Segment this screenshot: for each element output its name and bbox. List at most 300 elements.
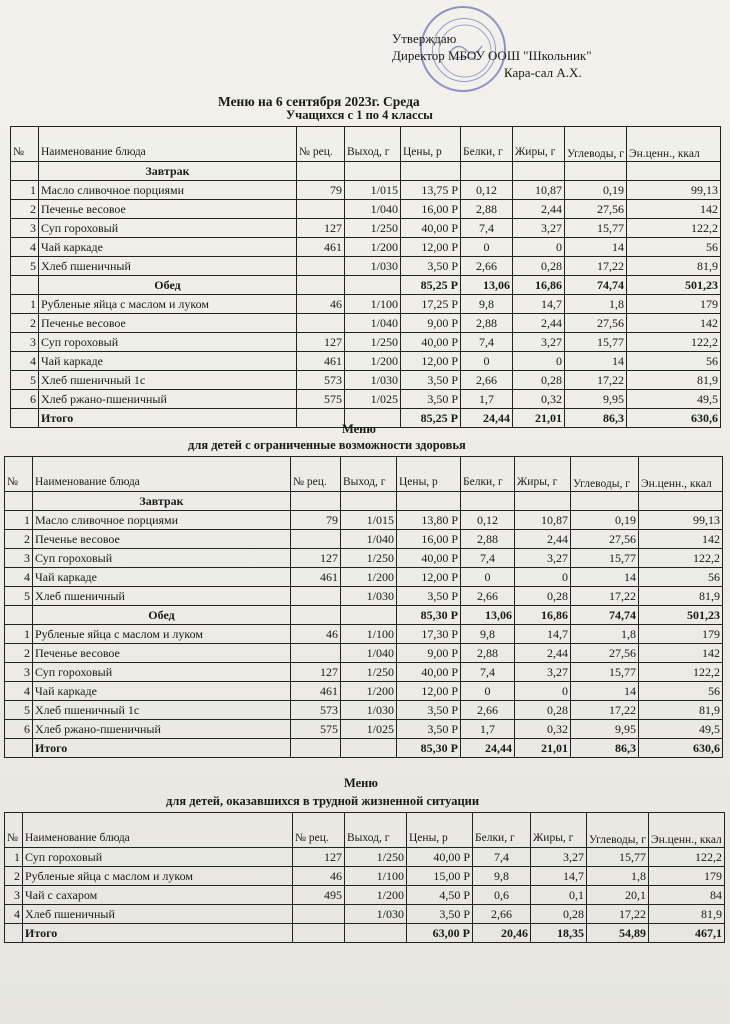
table-row	[11, 295, 721, 314]
cell-num: 4	[5, 682, 33, 701]
cell-prot: 0	[461, 352, 513, 371]
cell-prot: 1,7	[461, 720, 515, 739]
table-row	[5, 663, 723, 682]
total-row-kcal: 630,6	[639, 739, 723, 758]
cell-num: 2	[5, 530, 33, 549]
cell-num: 3	[5, 549, 33, 568]
cell-fat: 0,28	[513, 257, 565, 276]
total-row-prot: 24,44	[461, 739, 515, 758]
cell-out: 1/100	[345, 867, 407, 886]
total-row-empty	[293, 924, 345, 943]
cell-prot: 1,7	[461, 390, 513, 409]
cell-prot: 0,6	[473, 886, 531, 905]
approval-line-2: Директор МБОУ ООШ "Школьник"	[392, 48, 592, 63]
section-1-caption: Учащихся с 1 по 4 классы	[286, 108, 433, 122]
approval-signer: Кара-сал А.Х.	[504, 65, 582, 80]
cell-price: 17,30 Р	[397, 625, 461, 644]
cell-price: 40,00 Р	[397, 663, 461, 682]
total-row-price: 85,30 Р	[397, 739, 461, 758]
cell-prot: 0,12	[461, 181, 513, 200]
cell-num: 5	[11, 371, 39, 390]
cell-rec: 575	[291, 720, 341, 739]
cell-out: 1/250	[341, 663, 397, 682]
cell-carb: 9,95	[565, 390, 627, 409]
lunch-header-row-prot: 13,06	[461, 606, 515, 625]
cell-fat: 0,1	[531, 886, 587, 905]
total-row-prot: 24,44	[461, 409, 513, 428]
cell-name: Рубленые яйца с маслом и луком	[39, 295, 297, 314]
table-body	[5, 492, 723, 758]
breakfast-header-row-empty	[291, 492, 341, 511]
lunch-header-row-fat: 16,86	[513, 276, 565, 295]
cell-carb: 15,77	[565, 333, 627, 352]
cell-carb: 15,77	[587, 848, 649, 867]
cell-out: 1/015	[341, 511, 397, 530]
breakfast-header-row-empty	[341, 492, 397, 511]
cell-price: 16,00 Р	[397, 530, 461, 549]
cell-prot: 0,12	[461, 511, 515, 530]
total-row-empty	[345, 924, 407, 943]
cell-out: 1/030	[345, 371, 401, 390]
cell-kcal: 56	[627, 238, 721, 257]
table-row	[5, 511, 723, 530]
cell-name: Суп гороховый	[23, 848, 293, 867]
cell-num: 4	[11, 352, 39, 371]
breakfast-header-row-empty	[515, 492, 571, 511]
cell-kcal: 142	[639, 530, 723, 549]
table-row	[5, 886, 725, 905]
cell-kcal: 179	[639, 625, 723, 644]
col-name: Наименование блюда	[23, 813, 293, 848]
cell-carb: 14	[565, 352, 627, 371]
cell-rec: 495	[293, 886, 345, 905]
col-out: Выход, г	[345, 127, 401, 162]
cell-fat: 0,28	[515, 587, 571, 606]
cell-out: 1/040	[341, 644, 397, 663]
cell-carb: 14	[571, 568, 639, 587]
breakfast-header-row-num	[11, 162, 39, 181]
cell-name: Суп гороховый	[39, 219, 297, 238]
cell-carb: 0,19	[571, 511, 639, 530]
lunch-header-row-price: 85,30 Р	[397, 606, 461, 625]
cell-fat: 0	[515, 568, 571, 587]
lunch-header-row-kcal: 501,23	[627, 276, 721, 295]
cell-kcal: 81,9	[639, 701, 723, 720]
cell-fat: 10,87	[513, 181, 565, 200]
breakfast-header-row	[11, 162, 721, 181]
cell-price: 3,50 Р	[397, 587, 461, 606]
cell-rec: 573	[297, 371, 345, 390]
lunch-header-row-prot: 13,06	[461, 276, 513, 295]
menu-table-1	[10, 126, 721, 428]
table-row	[11, 314, 721, 333]
cell-name: Рубленые яйца с маслом и луком	[33, 625, 291, 644]
cell-kcal: 81,9	[627, 257, 721, 276]
cell-prot: 9,8	[461, 295, 513, 314]
cell-rec	[297, 257, 345, 276]
table-row	[5, 530, 723, 549]
cell-name: Суп гороховый	[39, 333, 297, 352]
cell-kcal: 99,13	[639, 511, 723, 530]
table-row	[5, 682, 723, 701]
cell-kcal: 49,5	[639, 720, 723, 739]
col-prot: Белки, г	[461, 457, 515, 492]
table-row	[11, 238, 721, 257]
cell-rec	[297, 314, 345, 333]
cell-kcal: 49,5	[627, 390, 721, 409]
cell-rec: 461	[291, 682, 341, 701]
total-row-num	[5, 739, 33, 758]
cell-kcal: 81,9	[639, 587, 723, 606]
total-row-prot: 20,46	[473, 924, 531, 943]
cell-prot: 2,88	[461, 644, 515, 663]
approval-line-1: Утверждаю	[392, 31, 457, 46]
cell-prot: 7,4	[461, 549, 515, 568]
cell-price: 4,50 Р	[407, 886, 473, 905]
cell-price: 40,00 Р	[407, 848, 473, 867]
cell-name: Чай каркаде	[39, 352, 297, 371]
col-num: №	[5, 813, 23, 848]
cell-num: 3	[11, 333, 39, 352]
col-rec: № рец.	[291, 457, 341, 492]
breakfast-header-row-empty	[627, 162, 721, 181]
cell-price: 40,00 Р	[401, 219, 461, 238]
col-prot: Белки, г	[461, 127, 513, 162]
table-row	[11, 219, 721, 238]
cell-name: Хлеб пшеничный	[39, 257, 297, 276]
cell-prot: 2,88	[461, 314, 513, 333]
col-num: №	[5, 457, 33, 492]
cell-carb: 20,1	[587, 886, 649, 905]
cell-out: 1/200	[345, 886, 407, 905]
cell-prot: 0	[461, 682, 515, 701]
cell-price: 16,00 Р	[401, 200, 461, 219]
cell-carb: 1,8	[571, 625, 639, 644]
cell-name: Печенье весовое	[39, 314, 297, 333]
cell-carb: 27,56	[571, 644, 639, 663]
cell-kcal: 179	[649, 867, 725, 886]
lunch-header-row-label: Обед	[39, 276, 297, 295]
cell-kcal: 56	[639, 568, 723, 587]
cell-carb: 9,95	[571, 720, 639, 739]
cell-fat: 2,44	[513, 314, 565, 333]
table-row	[5, 568, 723, 587]
col-prot: Белки, г	[473, 813, 531, 848]
cell-num: 6	[11, 390, 39, 409]
cell-rec: 461	[291, 568, 341, 587]
cell-prot: 9,8	[461, 625, 515, 644]
cell-carb: 15,77	[571, 549, 639, 568]
cell-rec: 127	[291, 663, 341, 682]
total-row-kcal: 630,6	[627, 409, 721, 428]
col-carb: Углеводы, г	[571, 457, 639, 492]
total-row-fat: 21,01	[515, 739, 571, 758]
cell-kcal: 122,2	[627, 219, 721, 238]
cell-fat: 0	[515, 682, 571, 701]
cell-name: Печенье весовое	[39, 200, 297, 219]
cell-num: 3	[5, 663, 33, 682]
cell-prot: 7,4	[461, 333, 513, 352]
table-row	[5, 848, 725, 867]
cell-prot: 0	[461, 568, 515, 587]
cell-price: 9,00 Р	[397, 644, 461, 663]
cell-num: 5	[11, 257, 39, 276]
breakfast-header-row-empty	[401, 162, 461, 181]
table-row	[11, 333, 721, 352]
cell-kcal: 122,2	[649, 848, 725, 867]
cell-fat: 3,27	[531, 848, 587, 867]
cell-num: 2	[5, 867, 23, 886]
section-3-caption-menu: Меню	[344, 776, 378, 790]
cell-out: 1/030	[341, 587, 397, 606]
breakfast-header-row-empty	[461, 162, 513, 181]
cell-prot: 7,4	[473, 848, 531, 867]
cell-kcal: 81,9	[649, 905, 725, 924]
cell-name: Чай каркаде	[33, 682, 291, 701]
cell-carb: 17,22	[571, 587, 639, 606]
total-row-num	[11, 409, 39, 428]
cell-out: 1/250	[345, 219, 401, 238]
cell-rec: 127	[297, 333, 345, 352]
cell-carb: 14	[571, 682, 639, 701]
cell-num: 1	[5, 511, 33, 530]
col-fat: Жиры, г	[515, 457, 571, 492]
cell-carb: 0,19	[565, 181, 627, 200]
cell-rec	[291, 644, 341, 663]
table-row	[5, 720, 723, 739]
table-row	[11, 200, 721, 219]
cell-rec: 461	[297, 238, 345, 257]
cell-name: Хлеб пшеничный 1с	[33, 701, 291, 720]
cell-kcal: 56	[627, 352, 721, 371]
cell-prot: 2,66	[461, 371, 513, 390]
cell-name: Печенье весовое	[33, 530, 291, 549]
cell-out: 1/040	[345, 200, 401, 219]
lunch-header-row-fat: 16,86	[515, 606, 571, 625]
cell-num: 1	[11, 295, 39, 314]
breakfast-header-row	[5, 492, 723, 511]
lunch-header-row-empty	[341, 606, 397, 625]
total-row-carb: 86,3	[571, 739, 639, 758]
cell-price: 3,50 Р	[401, 257, 461, 276]
cell-price: 9,00 Р	[401, 314, 461, 333]
cell-carb: 15,77	[565, 219, 627, 238]
cell-out: 1/200	[345, 352, 401, 371]
cell-price: 3,50 Р	[401, 390, 461, 409]
cell-kcal: 122,2	[639, 549, 723, 568]
cell-name: Печенье весовое	[33, 644, 291, 663]
page-title: Меню на 6 сентября 2023г. Среда	[218, 94, 420, 109]
col-price: Цены, р	[401, 127, 461, 162]
col-fat: Жиры, г	[513, 127, 565, 162]
cell-num: 2	[11, 314, 39, 333]
cell-rec	[297, 200, 345, 219]
cell-rec	[291, 587, 341, 606]
table-header	[5, 457, 723, 492]
table-header	[5, 813, 725, 848]
cell-out: 1/100	[345, 295, 401, 314]
cell-price: 40,00 Р	[401, 333, 461, 352]
cell-fat: 2,44	[513, 200, 565, 219]
cell-rec: 46	[291, 625, 341, 644]
cell-fat: 0,28	[531, 905, 587, 924]
breakfast-header-row-label: Завтрак	[39, 162, 297, 181]
table-row	[5, 644, 723, 663]
cell-rec: 79	[291, 511, 341, 530]
cell-fat: 0	[513, 238, 565, 257]
cell-prot: 2,88	[461, 200, 513, 219]
breakfast-header-row-empty	[565, 162, 627, 181]
col-rec: № рец.	[297, 127, 345, 162]
cell-rec: 575	[297, 390, 345, 409]
cell-out: 1/040	[345, 314, 401, 333]
cell-rec: 127	[293, 848, 345, 867]
total-row-fat: 21,01	[513, 409, 565, 428]
table-row	[11, 352, 721, 371]
col-kcal: Эн.ценн., ккал	[649, 813, 725, 848]
cell-kcal: 122,2	[639, 663, 723, 682]
cell-name: Хлеб ржано-пшеничный	[33, 720, 291, 739]
cell-kcal: 56	[639, 682, 723, 701]
cell-carb: 27,56	[571, 530, 639, 549]
total-row-kcal: 467,1	[649, 924, 725, 943]
cell-out: 1/200	[341, 568, 397, 587]
cell-out: 1/100	[341, 625, 397, 644]
cell-price: 12,00 Р	[397, 682, 461, 701]
lunch-header-row-carb: 74,74	[571, 606, 639, 625]
cell-price: 13,75 Р	[401, 181, 461, 200]
col-price: Цены, р	[407, 813, 473, 848]
cell-out: 1/025	[345, 390, 401, 409]
table-body	[5, 848, 725, 943]
breakfast-header-row-empty	[397, 492, 461, 511]
cell-out: 1/200	[341, 682, 397, 701]
cell-name: Масло сливочное порциями	[33, 511, 291, 530]
cell-fat: 3,27	[515, 549, 571, 568]
cell-num: 2	[11, 200, 39, 219]
cell-name: Рубленые яйца с маслом и луком	[23, 867, 293, 886]
total-row-label: Итого	[33, 739, 291, 758]
col-kcal: Эн.ценн., ккал	[639, 457, 723, 492]
cell-prot: 9,8	[473, 867, 531, 886]
cell-name: Чай с сахаром	[23, 886, 293, 905]
col-carb: Углеводы, г	[587, 813, 649, 848]
table-row	[5, 625, 723, 644]
menu-table-3	[4, 812, 725, 943]
cell-prot: 7,4	[461, 663, 515, 682]
total-row-price: 63,00 Р	[407, 924, 473, 943]
breakfast-header-row-empty	[513, 162, 565, 181]
cell-fat: 0,32	[513, 390, 565, 409]
cell-fat: 0,28	[515, 701, 571, 720]
cell-fat: 2,44	[515, 644, 571, 663]
total-row	[5, 739, 723, 758]
cell-out: 1/250	[345, 848, 407, 867]
cell-out: 1/030	[345, 905, 407, 924]
cell-name: Чай каркаде	[33, 568, 291, 587]
cell-fat: 2,44	[515, 530, 571, 549]
cell-out: 1/250	[345, 333, 401, 352]
col-name: Наименование блюда	[39, 127, 297, 162]
approval-block	[392, 30, 592, 81]
cell-rec	[291, 530, 341, 549]
cell-fat: 3,27	[513, 219, 565, 238]
cell-carb: 15,77	[571, 663, 639, 682]
table-row	[11, 390, 721, 409]
cell-prot: 2,66	[473, 905, 531, 924]
cell-price: 13,80 Р	[397, 511, 461, 530]
cell-num: 3	[5, 886, 23, 905]
breakfast-header-row-label: Завтрак	[33, 492, 291, 511]
col-fat: Жиры, г	[531, 813, 587, 848]
cell-fat: 10,87	[515, 511, 571, 530]
cell-name: Хлеб пшеничный	[23, 905, 293, 924]
total-row-label: Итого	[39, 409, 297, 428]
col-out: Выход, г	[345, 813, 407, 848]
table-row	[5, 905, 725, 924]
cell-price: 3,50 Р	[397, 720, 461, 739]
cell-price: 3,50 Р	[401, 371, 461, 390]
cell-rec	[293, 905, 345, 924]
cell-num: 4	[5, 905, 23, 924]
cell-out: 1/030	[345, 257, 401, 276]
cell-carb: 27,56	[565, 200, 627, 219]
col-kcal: Эн.ценн., ккал	[627, 127, 721, 162]
cell-rec: 573	[291, 701, 341, 720]
cell-fat: 14,7	[513, 295, 565, 314]
cell-carb: 17,22	[565, 371, 627, 390]
cell-price: 3,50 Р	[407, 905, 473, 924]
table-row	[11, 257, 721, 276]
breakfast-header-row-num	[5, 492, 33, 511]
lunch-header-row	[5, 606, 723, 625]
cell-rec: 461	[297, 352, 345, 371]
cell-fat: 0,32	[515, 720, 571, 739]
cell-num: 2	[5, 644, 33, 663]
cell-rec: 127	[297, 219, 345, 238]
cell-num: 1	[5, 625, 33, 644]
cell-num: 6	[5, 720, 33, 739]
cell-carb: 17,22	[571, 701, 639, 720]
cell-prot: 0	[461, 238, 513, 257]
cell-name: Суп гороховый	[33, 663, 291, 682]
breakfast-header-row-empty	[571, 492, 639, 511]
table-row	[5, 549, 723, 568]
section-2-caption-menu: Меню	[342, 422, 376, 436]
cell-num: 1	[11, 181, 39, 200]
cell-carb: 1,8	[587, 867, 649, 886]
cell-num: 5	[5, 701, 33, 720]
cell-num: 4	[5, 568, 33, 587]
lunch-header-row-empty	[297, 276, 345, 295]
cell-prot: 2,66	[461, 701, 515, 720]
col-carb: Углеводы, г	[565, 127, 627, 162]
table-row	[11, 181, 721, 200]
cell-name: Хлеб пшеничный 1с	[39, 371, 297, 390]
cell-out: 1/040	[341, 530, 397, 549]
lunch-header-row	[11, 276, 721, 295]
section-2-caption: для детей с ограниченные возможности здоровья	[188, 438, 466, 452]
cell-rec: 127	[291, 549, 341, 568]
cell-prot: 2,66	[461, 587, 515, 606]
lunch-header-row-empty	[345, 276, 401, 295]
lunch-header-row-label: Обед	[33, 606, 291, 625]
table-row	[11, 371, 721, 390]
cell-num: 5	[5, 587, 33, 606]
cell-out: 1/015	[345, 181, 401, 200]
cell-carb: 1,8	[565, 295, 627, 314]
col-rec: № рец.	[293, 813, 345, 848]
